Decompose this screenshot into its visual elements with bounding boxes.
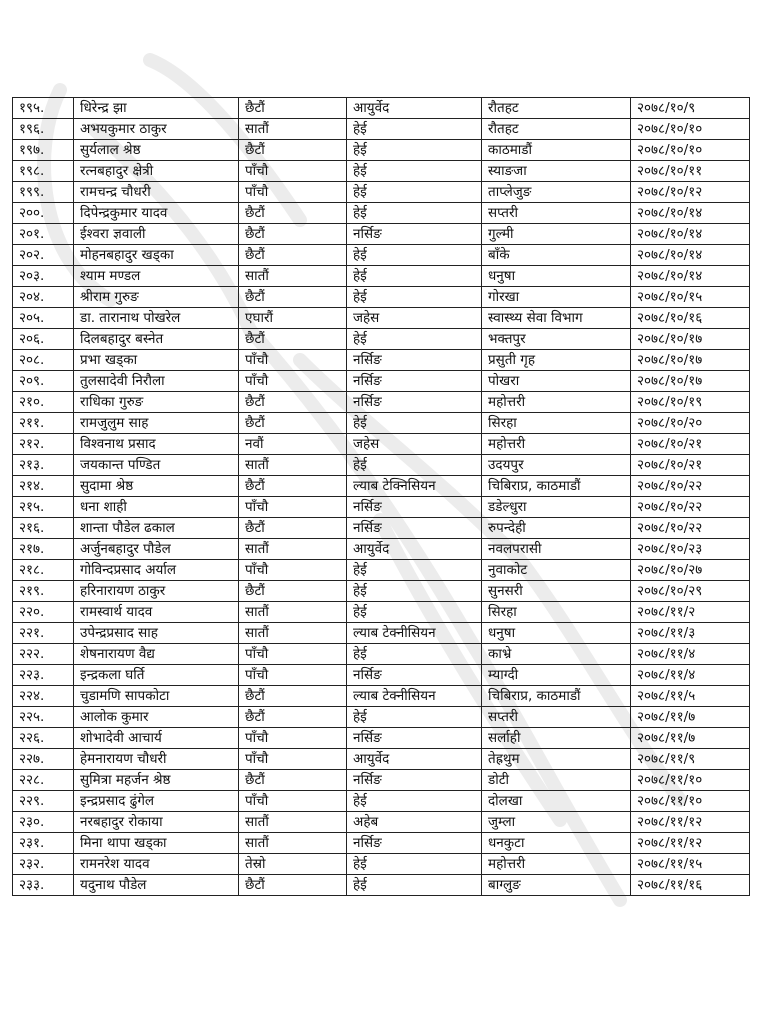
table-row xyxy=(13,203,750,224)
name-cell: हेमनारायण चौधरी xyxy=(74,749,239,770)
table-row xyxy=(13,497,750,518)
office-cell: महोत्तरी xyxy=(482,392,631,413)
serial-number-cell: २२७. xyxy=(13,749,74,770)
serial-number-cell: २०१. xyxy=(13,224,74,245)
date-cell: २०७८/१०/२९ xyxy=(631,581,750,602)
date-cell: २०७८/१०/१७ xyxy=(631,371,750,392)
level-cell: छैटौं xyxy=(239,224,347,245)
table-row xyxy=(13,140,750,161)
table-row xyxy=(13,644,750,665)
service-cell: हेई xyxy=(347,707,482,728)
date-cell: २०७८/१०/२३ xyxy=(631,539,750,560)
service-cell: नर्सिङ xyxy=(347,371,482,392)
name-cell: शोभादेवी आचार्य xyxy=(74,728,239,749)
service-cell: हेई xyxy=(347,581,482,602)
name-cell: रामजुलुम साह xyxy=(74,413,239,434)
office-cell: चिबिराप्र, काठमाडौं xyxy=(482,686,631,707)
serial-number-cell: २३२. xyxy=(13,854,74,875)
level-cell: छैटौं xyxy=(239,413,347,434)
date-cell: २०७८/१०/११ xyxy=(631,161,750,182)
service-cell: नर्सिङ xyxy=(347,518,482,539)
serial-number-cell: २१७. xyxy=(13,539,74,560)
serial-number-cell: २००. xyxy=(13,203,74,224)
serial-number-cell: २२६. xyxy=(13,728,74,749)
serial-number-cell: २१९. xyxy=(13,581,74,602)
table-row xyxy=(13,623,750,644)
date-cell: २०७८/११/१६ xyxy=(631,875,750,896)
table-row xyxy=(13,833,750,854)
service-cell: नर्सिङ xyxy=(347,224,482,245)
table-row xyxy=(13,245,750,266)
service-cell: हेई xyxy=(347,791,482,812)
service-cell: हेई xyxy=(347,560,482,581)
level-cell: छैटौं xyxy=(239,476,347,497)
table-row xyxy=(13,98,750,119)
table-row xyxy=(13,686,750,707)
serial-number-cell: २२१. xyxy=(13,623,74,644)
office-cell: काठमाडौं xyxy=(482,140,631,161)
office-cell: धनकुटा xyxy=(482,833,631,854)
name-cell: दिलबहादुर बस्नेत xyxy=(74,329,239,350)
serial-number-cell: २०९. xyxy=(13,371,74,392)
name-cell: रामचन्द्र चौधरी xyxy=(74,182,239,203)
name-cell: सुर्यलाल श्रेष्ठ xyxy=(74,140,239,161)
level-cell: छैटौं xyxy=(239,686,347,707)
date-cell: २०७८/१०/१४ xyxy=(631,266,750,287)
serial-number-cell: २०४. xyxy=(13,287,74,308)
level-cell: पाँचौ xyxy=(239,161,347,182)
serial-number-cell: २०५. xyxy=(13,308,74,329)
level-cell: छैटौं xyxy=(239,98,347,119)
table-row xyxy=(13,518,750,539)
office-cell: स्वास्थ्य सेवा विभाग xyxy=(482,308,631,329)
table-row xyxy=(13,308,750,329)
table-row xyxy=(13,182,750,203)
office-cell: रुपन्देही xyxy=(482,518,631,539)
date-cell: २०७८/१०/२२ xyxy=(631,476,750,497)
date-cell: २०७८/१०/१४ xyxy=(631,245,750,266)
table-row xyxy=(13,812,750,833)
service-cell: हेई xyxy=(347,245,482,266)
date-cell: २०७८/११/७ xyxy=(631,707,750,728)
level-cell: पाँचौ xyxy=(239,371,347,392)
level-cell: पाँचौ xyxy=(239,560,347,581)
office-cell: काभ्रे xyxy=(482,644,631,665)
service-cell: हेई xyxy=(347,875,482,896)
office-cell: गोरखा xyxy=(482,287,631,308)
date-cell: २०७८/११/१२ xyxy=(631,833,750,854)
office-cell: सुनसरी xyxy=(482,581,631,602)
level-cell: छैटौं xyxy=(239,287,347,308)
serial-number-cell: १९७. xyxy=(13,140,74,161)
office-cell: महोत्तरी xyxy=(482,434,631,455)
service-cell: नर्सिङ xyxy=(347,770,482,791)
name-cell: इन्द्रकला घर्ति xyxy=(74,665,239,686)
service-cell: हेई xyxy=(347,140,482,161)
name-cell: धिरेन्द्र झा xyxy=(74,98,239,119)
level-cell: सातौं xyxy=(239,812,347,833)
level-cell: पाँचौ xyxy=(239,182,347,203)
name-cell: रामनरेश यादव xyxy=(74,854,239,875)
name-cell: जयकान्त पण्डित xyxy=(74,455,239,476)
office-cell: सिरहा xyxy=(482,602,631,623)
date-cell: २०७८/१०/१० xyxy=(631,119,750,140)
table-row xyxy=(13,665,750,686)
date-cell: २०७८/११/४ xyxy=(631,665,750,686)
records-table-body xyxy=(13,98,750,896)
serial-number-cell: २३३. xyxy=(13,875,74,896)
level-cell: पाँचौ xyxy=(239,665,347,686)
table-row xyxy=(13,224,750,245)
name-cell: अर्जुनबहादुर पौडेल xyxy=(74,539,239,560)
office-cell: रौतहट xyxy=(482,119,631,140)
office-cell: म्याग्दी xyxy=(482,665,631,686)
table-row xyxy=(13,770,750,791)
name-cell: श्रीराम गुरुङ xyxy=(74,287,239,308)
date-cell: २०७८/११/२ xyxy=(631,602,750,623)
office-cell: धनुषा xyxy=(482,266,631,287)
date-cell: २०७८/१०/२२ xyxy=(631,518,750,539)
service-cell: हेई xyxy=(347,266,482,287)
serial-number-cell: २२३. xyxy=(13,665,74,686)
level-cell: पाँचौ xyxy=(239,497,347,518)
date-cell: २०७८/१०/१० xyxy=(631,140,750,161)
serial-number-cell: २१०. xyxy=(13,392,74,413)
name-cell: रत्नबहादुर क्षेत्री xyxy=(74,161,239,182)
service-cell: हेई xyxy=(347,413,482,434)
records-table xyxy=(12,97,750,896)
serial-number-cell: २३०. xyxy=(13,812,74,833)
level-cell: नवौं xyxy=(239,434,347,455)
name-cell: आलोक कुमार xyxy=(74,707,239,728)
service-cell: हेई xyxy=(347,602,482,623)
table-row xyxy=(13,161,750,182)
service-cell: हेई xyxy=(347,161,482,182)
name-cell: हरिनारायण ठाकुर xyxy=(74,581,239,602)
office-cell: धनुषा xyxy=(482,623,631,644)
service-cell: हेई xyxy=(347,119,482,140)
office-cell: बाँके xyxy=(482,245,631,266)
name-cell: शान्ता पौडेल ढकाल xyxy=(74,518,239,539)
level-cell: छैटौं xyxy=(239,245,347,266)
service-cell: नर्सिङ xyxy=(347,665,482,686)
level-cell: पाँचौ xyxy=(239,728,347,749)
serial-number-cell: २२५. xyxy=(13,707,74,728)
service-cell: हेई xyxy=(347,854,482,875)
serial-number-cell: २२४. xyxy=(13,686,74,707)
table-row xyxy=(13,560,750,581)
serial-number-cell: १९८. xyxy=(13,161,74,182)
name-cell: डा. तारानाथ पोखरेल xyxy=(74,308,239,329)
table-row xyxy=(13,413,750,434)
service-cell: नर्सिङ xyxy=(347,497,482,518)
service-cell: जहेस xyxy=(347,434,482,455)
name-cell: मिना थापा खड्का xyxy=(74,833,239,854)
level-cell: सातौं xyxy=(239,266,347,287)
office-cell: डडेल्धुरा xyxy=(482,497,631,518)
level-cell: सातौं xyxy=(239,539,347,560)
serial-number-cell: २३१. xyxy=(13,833,74,854)
table-row xyxy=(13,875,750,896)
service-cell: आयुर्वेद xyxy=(347,539,482,560)
service-cell: नर्सिङ xyxy=(347,392,482,413)
table-row xyxy=(13,791,750,812)
level-cell: एघारौं xyxy=(239,308,347,329)
name-cell: तुलसादेवी निरौला xyxy=(74,371,239,392)
level-cell: छैटौं xyxy=(239,203,347,224)
service-cell: अहेब xyxy=(347,812,482,833)
table-row xyxy=(13,287,750,308)
office-cell: चिबिराप्र, काठमाडौं xyxy=(482,476,631,497)
level-cell: छैटौं xyxy=(239,770,347,791)
level-cell: छैटौं xyxy=(239,707,347,728)
office-cell: डोटी xyxy=(482,770,631,791)
serial-number-cell: २१४. xyxy=(13,476,74,497)
serial-number-cell: १९५. xyxy=(13,98,74,119)
serial-number-cell: २११. xyxy=(13,413,74,434)
serial-number-cell: २२८. xyxy=(13,770,74,791)
table-row xyxy=(13,581,750,602)
service-cell: ल्याब टेक्नीसियन xyxy=(347,686,482,707)
date-cell: २०७८/१०/२२ xyxy=(631,497,750,518)
office-cell: गुल्मी xyxy=(482,224,631,245)
service-cell: नर्सिङ xyxy=(347,833,482,854)
date-cell: २०७८/११/३ xyxy=(631,623,750,644)
service-cell: नर्सिङ xyxy=(347,350,482,371)
table-row xyxy=(13,392,750,413)
name-cell: श्याम मण्डल xyxy=(74,266,239,287)
office-cell: नवलपरासी xyxy=(482,539,631,560)
table-row xyxy=(13,749,750,770)
service-cell: आयुर्वेद xyxy=(347,749,482,770)
name-cell: सुमित्रा महर्जन श्रेष्ठ xyxy=(74,770,239,791)
date-cell: २०७८/११/४ xyxy=(631,644,750,665)
service-cell: हेई xyxy=(347,455,482,476)
office-cell: स्याङजा xyxy=(482,161,631,182)
serial-number-cell: २०८. xyxy=(13,350,74,371)
name-cell: गोविन्दप्रसाद अर्याल xyxy=(74,560,239,581)
office-cell: रौतहट xyxy=(482,98,631,119)
level-cell: छैटौं xyxy=(239,329,347,350)
office-cell: जुम्ला xyxy=(482,812,631,833)
service-cell: हेई xyxy=(347,182,482,203)
date-cell: २०७८/१०/२० xyxy=(631,413,750,434)
office-cell: सिरहा xyxy=(482,413,631,434)
serial-number-cell: २२२. xyxy=(13,644,74,665)
service-cell: ल्याब टेक्निसियन xyxy=(347,476,482,497)
name-cell: प्रभा खड्का xyxy=(74,350,239,371)
name-cell: नरबहादुर रोकाया xyxy=(74,812,239,833)
name-cell: अभयकुमार ठाकुर xyxy=(74,119,239,140)
serial-number-cell: २१३. xyxy=(13,455,74,476)
office-cell: सप्तरी xyxy=(482,707,631,728)
service-cell: जहेस xyxy=(347,308,482,329)
table-row xyxy=(13,455,750,476)
office-cell: बाग्लुङ xyxy=(482,875,631,896)
table-row xyxy=(13,707,750,728)
name-cell: विश्वनाथ प्रसाद xyxy=(74,434,239,455)
name-cell: चुडामणि सापकोटा xyxy=(74,686,239,707)
office-cell: ताप्लेजुङ xyxy=(482,182,631,203)
date-cell: २०७८/११/७ xyxy=(631,728,750,749)
date-cell: २०७८/१०/१७ xyxy=(631,350,750,371)
level-cell: छैटौं xyxy=(239,581,347,602)
office-cell: सर्लाही xyxy=(482,728,631,749)
serial-number-cell: १९६. xyxy=(13,119,74,140)
serial-number-cell: २१२. xyxy=(13,434,74,455)
date-cell: २०७८/१०/१४ xyxy=(631,203,750,224)
service-cell: ल्याब टेक्नीसियन xyxy=(347,623,482,644)
office-cell: सप्तरी xyxy=(482,203,631,224)
level-cell: तेस्रो xyxy=(239,854,347,875)
serial-number-cell: २१८. xyxy=(13,560,74,581)
office-cell: महोत्तरी xyxy=(482,854,631,875)
table-row xyxy=(13,854,750,875)
serial-number-cell: २१५. xyxy=(13,497,74,518)
level-cell: सातौं xyxy=(239,833,347,854)
service-cell: नर्सिङ xyxy=(347,728,482,749)
date-cell: २०७८/१०/२७ xyxy=(631,560,750,581)
serial-number-cell: २१६. xyxy=(13,518,74,539)
date-cell: २०७८/११/१० xyxy=(631,770,750,791)
name-cell: दिपेन्द्रकुमार यादव xyxy=(74,203,239,224)
date-cell: २०७८/१०/१५ xyxy=(631,287,750,308)
date-cell: २०७८/१०/२१ xyxy=(631,434,750,455)
level-cell: छैटौं xyxy=(239,392,347,413)
date-cell: २०७८/१०/१९ xyxy=(631,392,750,413)
serial-number-cell: १९९. xyxy=(13,182,74,203)
table-row xyxy=(13,728,750,749)
table-row xyxy=(13,476,750,497)
table-row xyxy=(13,539,750,560)
date-cell: २०७८/१०/१६ xyxy=(631,308,750,329)
service-cell: हेई xyxy=(347,329,482,350)
table-row xyxy=(13,350,750,371)
level-cell: सातौं xyxy=(239,455,347,476)
table-row xyxy=(13,371,750,392)
date-cell: २०७८/११/५ xyxy=(631,686,750,707)
service-cell: हेई xyxy=(347,287,482,308)
office-cell: नुवाकोट xyxy=(482,560,631,581)
serial-number-cell: २२९. xyxy=(13,791,74,812)
service-cell: हेई xyxy=(347,644,482,665)
service-cell: हेई xyxy=(347,203,482,224)
name-cell: रामस्वार्थ यादव xyxy=(74,602,239,623)
office-cell: पोखरा xyxy=(482,371,631,392)
name-cell: राधिका गुरुङ xyxy=(74,392,239,413)
date-cell: २०७८/११/९ xyxy=(631,749,750,770)
serial-number-cell: २०२. xyxy=(13,245,74,266)
date-cell: २०७८/१०/१२ xyxy=(631,182,750,203)
date-cell: २०७८/११/१२ xyxy=(631,812,750,833)
name-cell: मोहनबहादुर खड्का xyxy=(74,245,239,266)
date-cell: २०७८/१०/२१ xyxy=(631,455,750,476)
level-cell: सातौं xyxy=(239,602,347,623)
table-row xyxy=(13,119,750,140)
table-row xyxy=(13,329,750,350)
name-cell: धना शाही xyxy=(74,497,239,518)
level-cell: पाँचौ xyxy=(239,350,347,371)
office-cell: तेह्रथुम xyxy=(482,749,631,770)
level-cell: छैटौं xyxy=(239,140,347,161)
level-cell: छैटौं xyxy=(239,518,347,539)
level-cell: सातौं xyxy=(239,119,347,140)
table-row xyxy=(13,266,750,287)
level-cell: छैटौं xyxy=(239,875,347,896)
office-cell: भक्तपुर xyxy=(482,329,631,350)
serial-number-cell: २२०. xyxy=(13,602,74,623)
level-cell: पाँचौ xyxy=(239,749,347,770)
name-cell: इन्द्रप्रसाद ढुंगेल xyxy=(74,791,239,812)
date-cell: २०७८/१०/९ xyxy=(631,98,750,119)
name-cell: सुदामा श्रेष्ठ xyxy=(74,476,239,497)
level-cell: सातौं xyxy=(239,623,347,644)
serial-number-cell: २०६. xyxy=(13,329,74,350)
date-cell: २०७८/११/१० xyxy=(631,791,750,812)
name-cell: उपेन्द्रप्रसाद साह xyxy=(74,623,239,644)
date-cell: २०७८/१०/१४ xyxy=(631,224,750,245)
office-cell: दोलखा xyxy=(482,791,631,812)
service-cell: आयुर्वेद xyxy=(347,98,482,119)
date-cell: २०७८/११/१५ xyxy=(631,854,750,875)
level-cell: पाँचौ xyxy=(239,644,347,665)
serial-number-cell: २०३. xyxy=(13,266,74,287)
office-cell: प्रसुती गृह xyxy=(482,350,631,371)
name-cell: ईश्वरा ज्ञवाली xyxy=(74,224,239,245)
level-cell: पाँचौ xyxy=(239,791,347,812)
date-cell: २०७८/१०/१७ xyxy=(631,329,750,350)
name-cell: शेषनारायण वैद्य xyxy=(74,644,239,665)
office-cell: उदयपुर xyxy=(482,455,631,476)
table-row xyxy=(13,602,750,623)
name-cell: यदुनाथ पौडेल xyxy=(74,875,239,896)
table-row xyxy=(13,434,750,455)
